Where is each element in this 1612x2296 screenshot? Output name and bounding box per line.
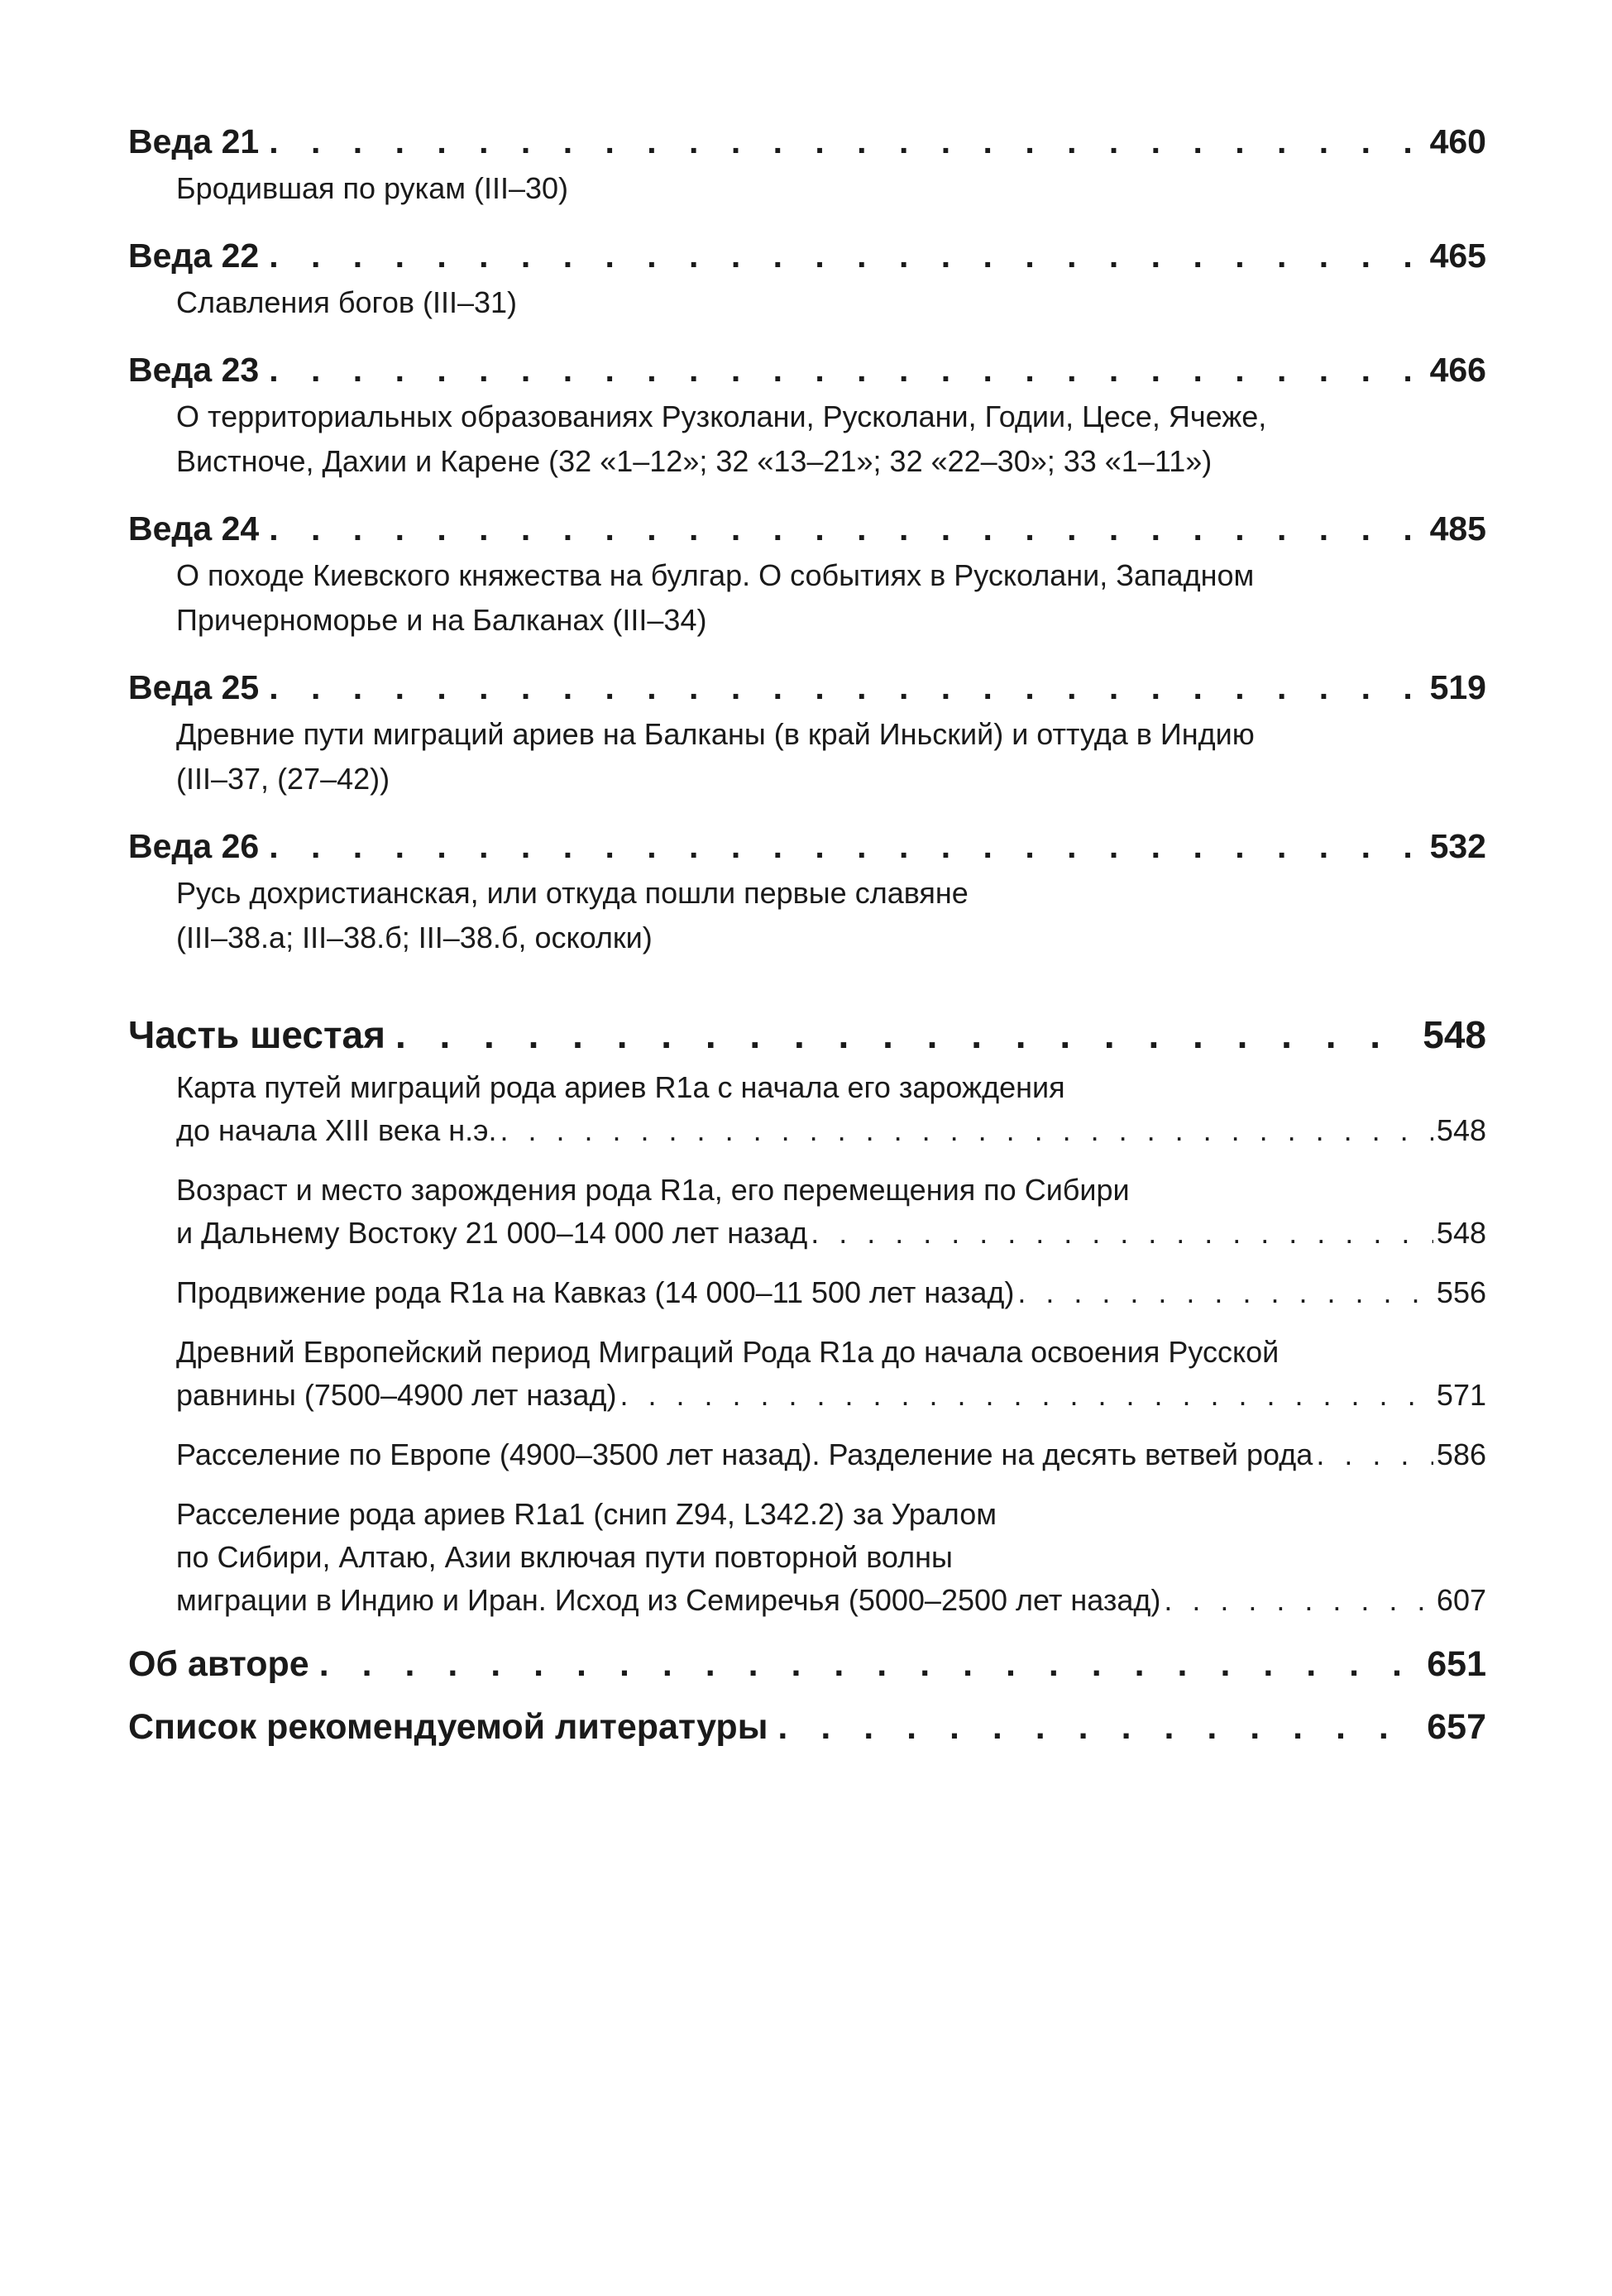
entry-title: Веда 22 — [128, 237, 260, 275]
description-line: Вистноче, Дахии и Карене (32 «1–12»; 32 «13–21»; 32 «22–30»; 33 «1–11») — [176, 444, 1213, 478]
entry-title: Веда 24 — [128, 509, 260, 548]
toc-heading-row[interactable] — [128, 825, 1486, 868]
toc-heading-row[interactable] — [128, 120, 1486, 163]
toc-heading-row[interactable] — [128, 234, 1486, 277]
entry-title: Веда 21 — [128, 122, 260, 160]
toc-subentry[interactable] — [176, 1493, 1486, 1622]
subentry-last-row — [176, 1271, 1486, 1314]
entry-description — [128, 280, 1486, 325]
page-number: 571 — [1436, 1378, 1486, 1412]
subentry-line: миграции в Индию и Иран. Исход из Семиречья (5000–2500 лет назад) — [176, 1583, 1161, 1617]
subentry-line: Возраст и место зарождения рода R1a, его перемещения по Сибири — [176, 1173, 1130, 1207]
subentry-last-row — [176, 1212, 1486, 1255]
toc-subentry[interactable] — [176, 1331, 1486, 1417]
subentry-line: и Дальнему Востоку 21 000–14 000 лет назад — [176, 1216, 808, 1250]
page-number: 651 — [1427, 1644, 1486, 1684]
page-number: 485 — [1429, 509, 1486, 548]
toc-subentry[interactable] — [176, 1066, 1486, 1152]
toc-entry-veda-21 — [128, 120, 1486, 211]
toc-heading-row[interactable] — [128, 1703, 1486, 1751]
toc-heading-row[interactable] — [128, 507, 1486, 550]
dot-leader — [619, 1374, 1433, 1417]
entry-description — [128, 871, 1486, 960]
subentry-line: Расселение по Европе (4900–3500 лет назад). Разделение на десять ветвей рода — [176, 1437, 1313, 1471]
page-number: 607 — [1436, 1583, 1486, 1617]
subentry-line: Карта путей миграций рода ариев R1a с начала его зарождения — [176, 1070, 1065, 1104]
description-line: Причерноморье и на Балканах (III–34) — [176, 603, 707, 637]
subentry-line: Продвижение рода R1a на Кавказ (14 000–11 500 лет назад) — [176, 1275, 1015, 1309]
page-number: 548 — [1436, 1216, 1486, 1250]
subentry-line: до начала XIII века н.э. — [176, 1113, 497, 1147]
toc-subentry[interactable] — [176, 1433, 1486, 1476]
entry-title: Список рекомендуемой литературы — [128, 1707, 768, 1747]
toc-part-six — [128, 1010, 1486, 1622]
toc-entry-veda-22 — [128, 234, 1486, 325]
description-line: (III–37, (27–42)) — [176, 762, 390, 796]
toc-entry-veda-25 — [128, 666, 1486, 801]
subentry-last-row — [176, 1374, 1486, 1417]
description-line: Русь дохристианская, или откуда пошли первые славяне — [176, 876, 969, 910]
page-number: 466 — [1429, 351, 1486, 389]
entry-description — [128, 166, 1486, 211]
toc-subentry[interactable] — [176, 1169, 1486, 1255]
entry-title: Об авторе — [128, 1644, 309, 1684]
entry-description — [128, 553, 1486, 643]
page-number: 519 — [1429, 668, 1486, 706]
page-number: 465 — [1429, 237, 1486, 275]
page-number: 586 — [1436, 1437, 1486, 1471]
entry-title: Веда 23 — [128, 351, 260, 389]
toc-entry-literature — [128, 1703, 1486, 1751]
subentry-line: равнины (7500–4900 лет назад) — [176, 1378, 617, 1412]
page-number: 556 — [1436, 1275, 1486, 1309]
dot-leader — [1017, 1271, 1433, 1314]
page-number: 460 — [1429, 122, 1486, 160]
description-line: О территориальных образованиях Рузколани, Русколани, Годии, Цесе, Ячеже, — [176, 399, 1267, 433]
toc-heading-row[interactable] — [128, 348, 1486, 391]
page-number: 657 — [1427, 1707, 1486, 1747]
subentry-line: Расселение рода ариев R1a1 (снип Z94, L342.2) за Уралом — [176, 1497, 997, 1531]
page-number: 548 — [1423, 1013, 1486, 1056]
description-line: (III–38.а; III–38.б; III–38.б, осколки) — [176, 921, 653, 954]
subentry-last-row — [176, 1109, 1486, 1152]
toc-entry-veda-24 — [128, 507, 1486, 643]
subentry-line: по Сибири, Алтаю, Азии включая пути повторной волны — [176, 1540, 953, 1574]
dot-leader — [269, 666, 1419, 709]
page-number: 548 — [1436, 1113, 1486, 1147]
entry-title: Веда 26 — [128, 827, 260, 865]
dot-leader — [777, 1703, 1417, 1751]
subentry-line: Древний Европейский период Миграций Рода R1a до начала освоения Русской — [176, 1335, 1280, 1369]
table-of-contents — [128, 120, 1486, 1751]
subentry-last-row — [176, 1433, 1486, 1476]
subentry-last-row — [176, 1579, 1486, 1622]
dot-leader — [269, 348, 1419, 391]
toc-heading-row[interactable] — [128, 666, 1486, 709]
dot-leader — [500, 1109, 1433, 1152]
description-line: Бродившая по рукам (III–30) — [176, 171, 569, 205]
toc-heading-row[interactable] — [128, 1640, 1486, 1688]
part-title: Часть шестая — [128, 1013, 385, 1056]
description-line: О походе Киевского княжества на булгар. О событиях в Русколани, Западном — [176, 558, 1255, 592]
dot-leader — [269, 507, 1419, 550]
description-line: Древние пути миграций ариев на Балканы (в край Иньский) и оттуда в Индию — [176, 717, 1255, 751]
page-number: 532 — [1429, 827, 1486, 865]
entry-description — [128, 712, 1486, 801]
description-line: Славления богов (III–31) — [176, 285, 518, 319]
toc-subentry[interactable] — [176, 1271, 1486, 1314]
dot-leader — [395, 1010, 1413, 1060]
dot-leader — [1316, 1433, 1433, 1476]
toc-part-heading-row[interactable] — [128, 1010, 1486, 1060]
dot-leader — [269, 234, 1419, 277]
entry-title: Веда 25 — [128, 668, 260, 706]
dot-leader — [269, 825, 1419, 868]
dot-leader — [269, 120, 1419, 163]
toc-entry-about-author — [128, 1640, 1486, 1688]
part-subentries — [128, 1066, 1486, 1622]
entry-description — [128, 395, 1486, 484]
toc-entry-veda-26 — [128, 825, 1486, 960]
dot-leader — [319, 1640, 1418, 1688]
dot-leader — [811, 1212, 1433, 1255]
dot-leader — [1164, 1579, 1433, 1622]
toc-entry-veda-23 — [128, 348, 1486, 484]
